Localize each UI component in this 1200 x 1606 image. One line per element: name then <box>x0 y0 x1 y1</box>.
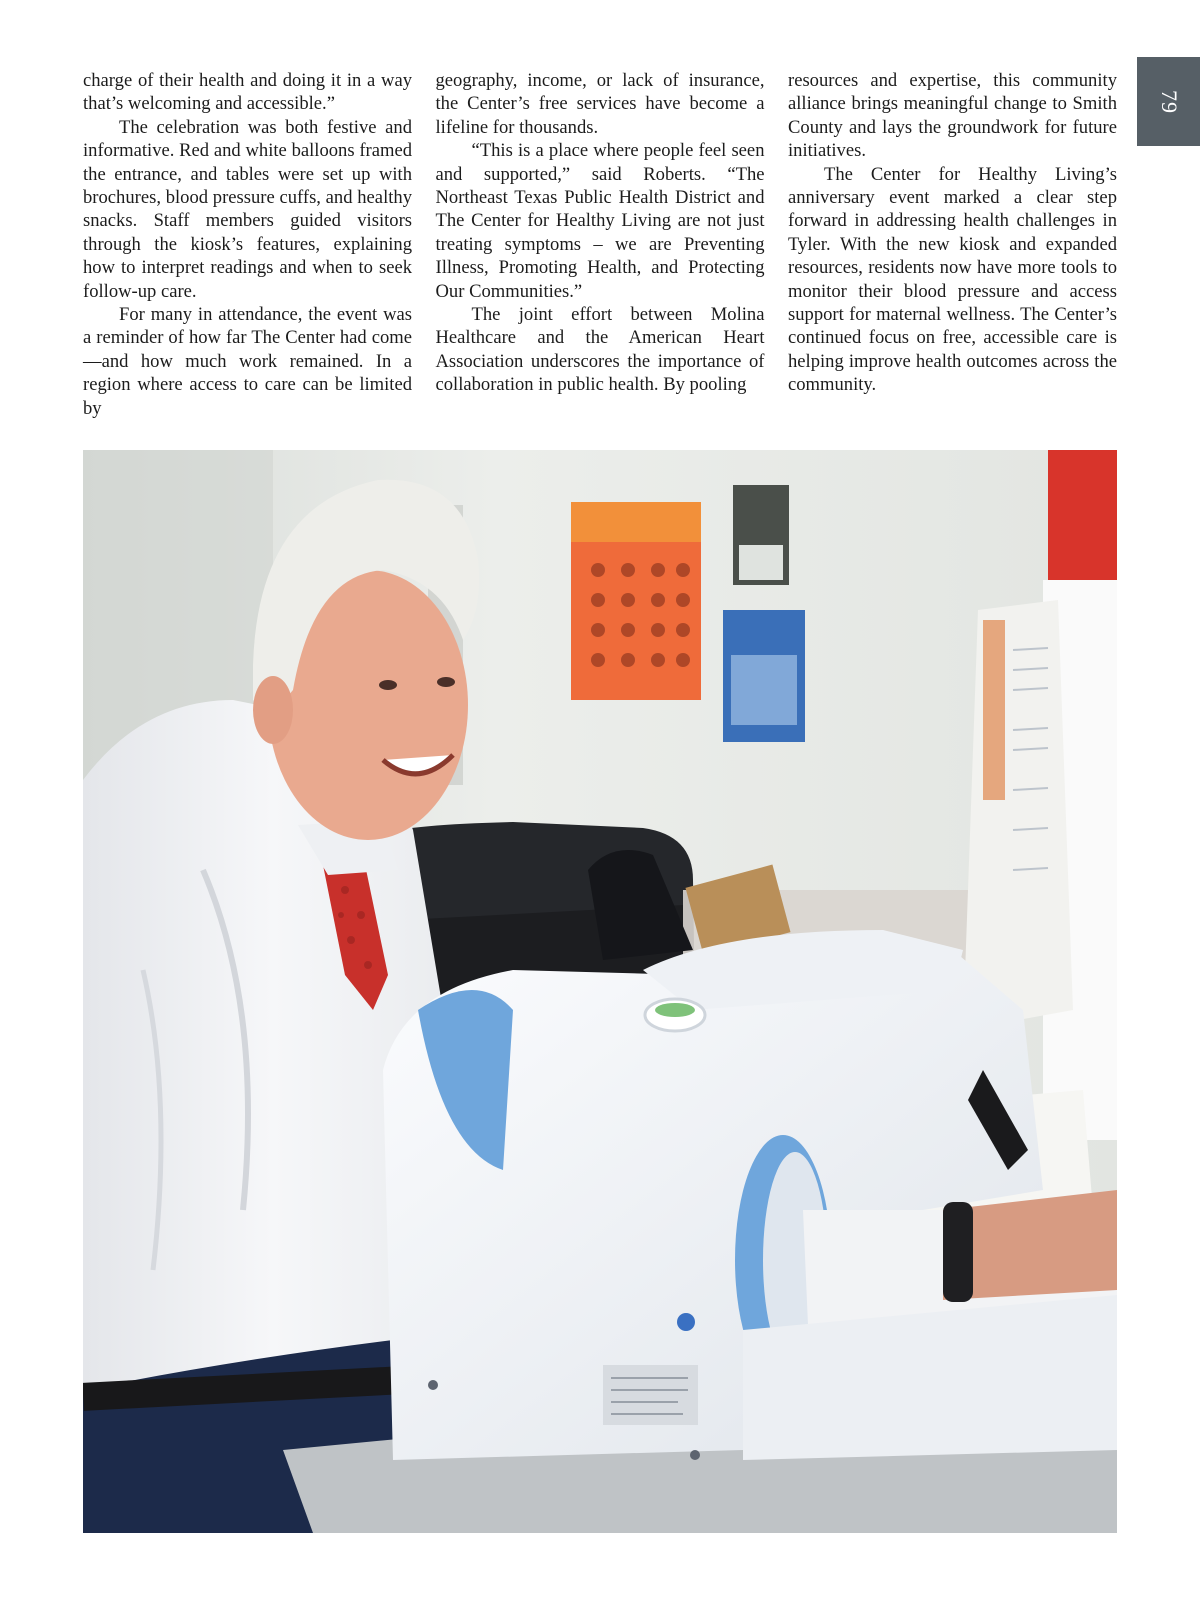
watch <box>943 1202 973 1302</box>
article-column-1 <box>83 69 412 419</box>
kiosk-button-light <box>655 1003 695 1017</box>
page-number: 79 <box>1156 89 1182 114</box>
paragraph: The joint effort between Molina Healthcare and the American Heart Association underscores the importance of collaboration in public health. By pooling <box>435 304 765 396</box>
article-columns <box>83 69 1117 419</box>
photo-illustration <box>83 450 1117 1533</box>
kiosk-label <box>603 1365 698 1425</box>
poster-dark-inner <box>739 545 783 580</box>
brochure-stand <box>963 600 1073 1030</box>
paragraph: geography, income, or lack of insurance, the Center’s free services have become a lifeline for thousands. <box>435 70 765 138</box>
man-eye-left <box>379 680 397 690</box>
man-ear <box>253 676 293 744</box>
paragraph: resources and expertise, this community alliance brings meaningful change to Smith County and lays the groundwork for future initiatives. <box>788 70 1117 162</box>
banner-red <box>1048 450 1117 600</box>
article-photo <box>83 450 1117 1533</box>
paragraph: For many in attendance, the event was a reminder of how far The Center had come—and how much work remained. In a region where access to care can be limited by <box>83 304 412 419</box>
kiosk-logo <box>677 1313 695 1331</box>
page-number-tab <box>1137 57 1200 146</box>
paragraph: The Center for Healthy Living’s anniversary event marked a clear step forward in addressing health challenges in Tyler. With the new kiosk and expanded resources, residents now have more tools to monitor their blood pressure and access support for maternal wellness. The Center’s continued focus on free, accessible care is helping improve health outcomes across the community. <box>788 163 1117 396</box>
man-eye-right <box>437 677 455 687</box>
article-column-3 <box>788 69 1117 409</box>
poster-blue-inner <box>731 655 797 725</box>
poster-orange-header <box>571 502 701 542</box>
article-column-2 <box>436 69 765 409</box>
kiosk-screw-1 <box>428 1380 438 1390</box>
paragraph: “This is a place where people feel seen and supported,” said Roberts. “The Northeast Texas Public Health District and The Center for Healthy Living are not just treating symptoms – we are Preventing Illness, Promoting Health, and Protecting Our Communities.” <box>435 140 765 302</box>
paragraph: The celebration was both festive and informative. Red and white balloons framed the entrance, and tables were set up with brochures, blood pressure cuffs, and healthy snacks. Staff members guided visitors through the kiosk’s features, explaining how to interpret readings and when to seek follow-up care. <box>83 116 412 302</box>
kiosk-screw-2 <box>690 1450 700 1460</box>
brochure-orange-strip <box>983 620 1005 800</box>
paragraph: charge of their health and doing it in a way that’s welcoming and accessible.” <box>83 70 412 115</box>
